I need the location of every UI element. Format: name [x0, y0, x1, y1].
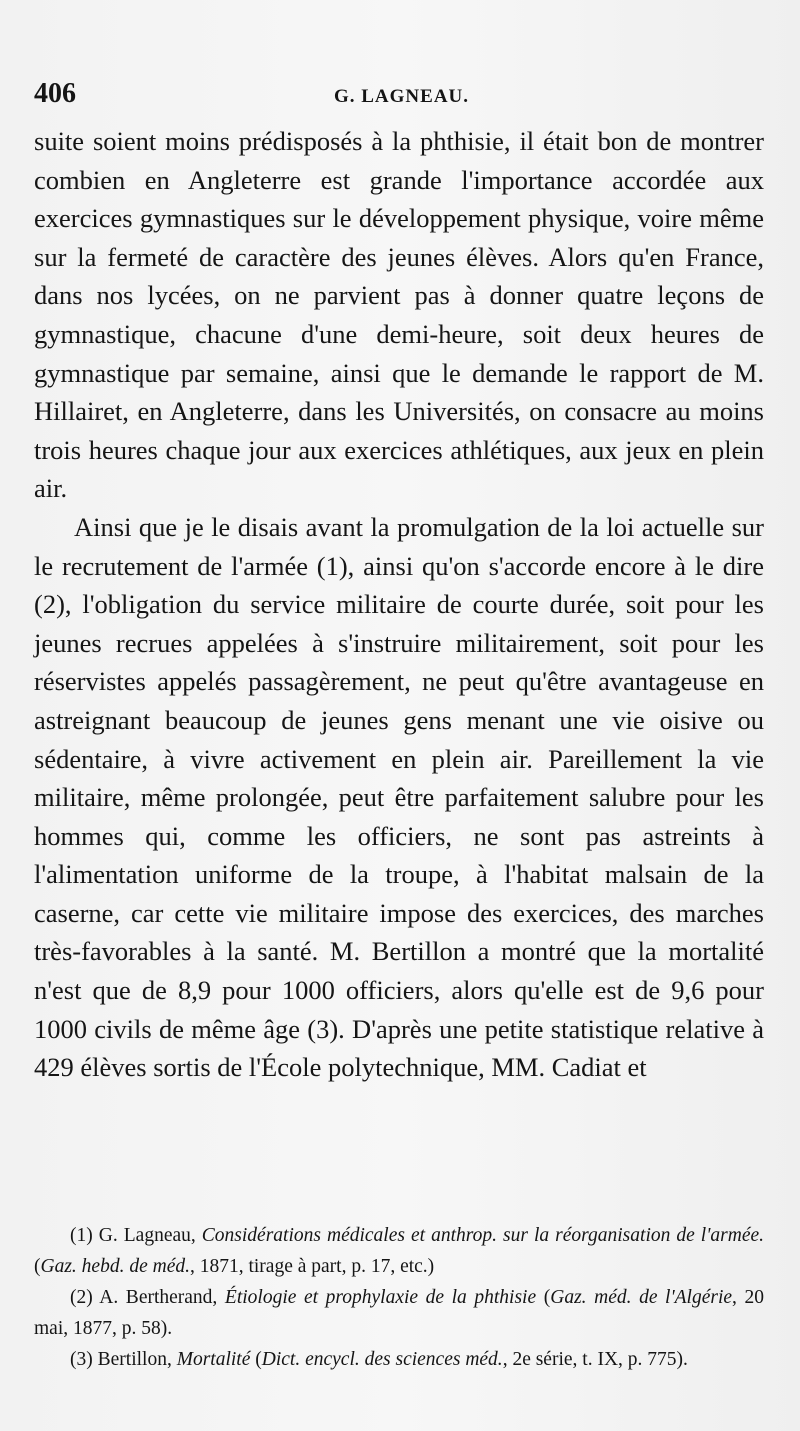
footnote-title: Considérations médicales et anthrop. sur la réorganisation de l'armée.	[201, 1225, 765, 1246]
footnotes	[34, 1220, 764, 1375]
footnote-separator: (	[250, 1349, 262, 1370]
footnote-title: Étiologie et prophylaxie de la phthisie	[224, 1287, 537, 1308]
running-head: G. LAGNEAU.	[333, 86, 470, 107]
paragraph-1: suite soient moins prédisposés à la phthisie, il était bon de montrer combien en Angleterre est grande l'importance accordée aux exercices gymnastiques sur le développement physique, voire même sur la fermeté de caractère des jeunes élèves. Alors qu'en France, dans nos lycées, on ne parvient pas à donner quatre leçons de gymnastique, chacune d'une demi-heure, soit deux heures de gymnastique par semaine, ainsi que le demande le rapport de M. Hillairet, en Angleterre, dans les Universités, on consacre au moins trois heures chaque jour aux exercices athlétiques, aux jeux en plein air.	[34, 126, 764, 504]
footnote-3	[34, 1344, 764, 1375]
footnote-publication: Dict. encycl. des sciences méd.	[261, 1349, 503, 1370]
footnote-author: Bertillon,	[97, 1349, 172, 1370]
page-number: 406	[34, 78, 76, 109]
footnote-title: Mortalité	[176, 1349, 251, 1370]
footnote-details: , 1871, tirage à part, p. 17, etc.)	[189, 1256, 435, 1277]
footnote-number: (2)	[70, 1287, 93, 1308]
footnote-author: A. Bertherand,	[99, 1287, 218, 1308]
paragraph-2: Ainsi que je le disais avant la promulgation de la loi actuelle sur le recrutement de l'armée (1), ainsi qu'on s'accorde encore à le dire (2), l'obligation du service militaire de courte durée, soit pour les jeunes recrues appelées à s'instruire militairement, soit pour les réservistes appelés passagèrement, ne peut qu'être avantageuse en astreignant beaucoup de jeunes gens menant une vie oisive ou sédentaire, à vivre activement en plein air. Pareillement la vie militaire, même prolongée, peut être parfaitement salubre pour les hommes qui, comme les officiers, ne sont pas astreints à l'alimentation uniforme de la troupe, à l'habitat malsain de la caserne, car cette vie militaire impose des exercices, des marches très-favorables à la santé. M. Bertillon a montré que la mortalité n'est que de 8,9 pour 1000 officiers, alors qu'elle est de 9,6 pour 1000 civils de même âge (3). D'après une petite statistique relative à 429 élèves sortis de l'École polytechnique, MM. Cadiat et	[34, 511, 764, 1083]
footnote-2	[34, 1282, 764, 1344]
page-header	[34, 78, 769, 118]
footnote-separator: (	[536, 1287, 551, 1308]
footnote-separator: (	[34, 1256, 41, 1277]
footnote-details: , 20 mai, 1877, p. 58).	[34, 1287, 765, 1339]
footnote-number: (3)	[70, 1349, 93, 1370]
footnote-details: , 2e série, t. IX, p. 775).	[502, 1349, 688, 1370]
footnote-number: (1)	[70, 1225, 93, 1246]
footnote-1	[34, 1220, 764, 1282]
footnote-publication: Gaz. méd. de l'Algérie	[550, 1287, 733, 1308]
main-text	[34, 122, 764, 1087]
footnote-publication: Gaz. hebd. de méd.	[40, 1256, 190, 1277]
footnote-author: G. Lagneau,	[98, 1225, 196, 1246]
